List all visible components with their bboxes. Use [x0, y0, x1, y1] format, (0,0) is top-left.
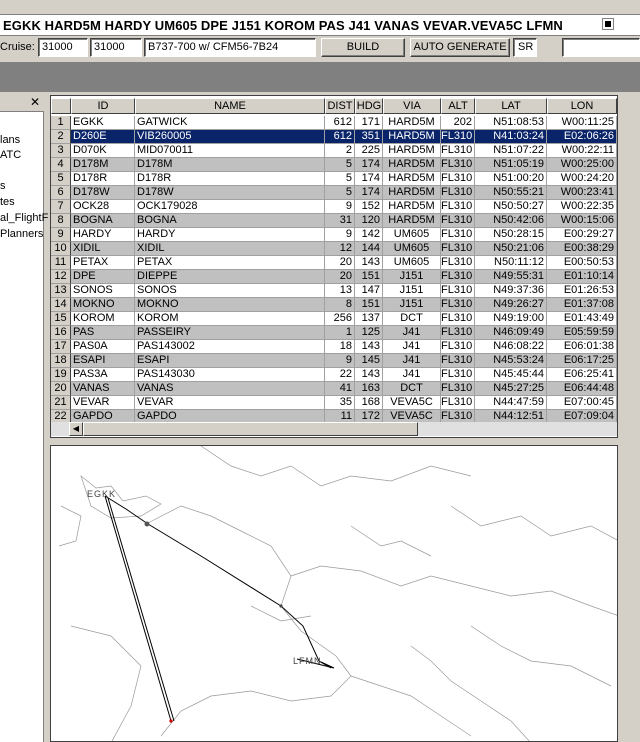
cell-name[interactable]: MOKNO [135, 298, 325, 312]
cell-lon[interactable]: E07:09:04 [547, 410, 617, 424]
cell-dist[interactable]: 20 [325, 256, 355, 270]
cell-via[interactable]: HARD5M [383, 116, 441, 130]
origin-label: EGKK [87, 489, 117, 499]
cell-dist[interactable]: 35 [325, 396, 355, 410]
cell-id[interactable]: SONOS [71, 284, 135, 298]
cell-name[interactable]: MID070011 [135, 144, 325, 158]
cell-hdg[interactable]: 174 [355, 186, 383, 200]
cell-id[interactable]: PAS3A [71, 368, 135, 382]
cell-dist[interactable]: 256 [325, 312, 355, 326]
cell-id[interactable]: D070K [71, 144, 135, 158]
cell-rownum: 22 [51, 410, 71, 424]
cell-hdg[interactable]: 145 [355, 354, 383, 368]
cell-hdg[interactable]: 144 [355, 242, 383, 256]
cell-name[interactable]: ESAPI [135, 354, 325, 368]
cell-dist[interactable]: 612 [325, 116, 355, 130]
cell-via[interactable]: J41 [383, 326, 441, 340]
cell-rownum: 21 [51, 396, 71, 410]
cell-lon[interactable]: W00:11:25 [547, 116, 617, 130]
cell-dist[interactable]: 5 [325, 186, 355, 200]
header-via[interactable]: VIA [383, 98, 441, 114]
cell-dist[interactable]: 9 [325, 228, 355, 242]
cell-rownum: 6 [51, 186, 71, 200]
cell-dist[interactable]: 612 [325, 130, 355, 144]
north-coast [201, 446, 471, 486]
cell-lat[interactable]: N50:28:15 [475, 228, 547, 242]
cell-hdg[interactable]: 225 [355, 144, 383, 158]
cell-lat[interactable]: N45:45:44 [475, 368, 547, 382]
tree-item-atc[interactable]: ATC [0, 149, 22, 161]
cell-dist[interactable]: 13 [325, 284, 355, 298]
cell-lon[interactable]: E06:17:25 [547, 354, 617, 368]
cell-lon[interactable]: E02:06:26 [547, 130, 617, 144]
cell-alt[interactable]: FL310 [441, 172, 475, 186]
cell-alt[interactable]: FL310 [441, 410, 475, 424]
cell-name[interactable]: BOGNA [135, 214, 325, 228]
cell-via[interactable]: UM605 [383, 256, 441, 270]
cell-alt[interactable]: FL310 [441, 340, 475, 354]
table-row[interactable] [51, 340, 617, 354]
cell-lat[interactable]: N51:08:53 [475, 116, 547, 130]
cell-alt[interactable]: FL310 [441, 256, 475, 270]
cell-lat[interactable]: N51:00:20 [475, 172, 547, 186]
route-string-bar[interactable] [0, 14, 640, 36]
cell-name[interactable]: GAPDO [135, 410, 325, 424]
cell-alt[interactable]: FL310 [441, 270, 475, 284]
cell-lon[interactable]: E06:25:41 [547, 368, 617, 382]
cell-hdg[interactable]: 120 [355, 214, 383, 228]
france-coast [146, 506, 351, 736]
cell-id[interactable]: ESAPI [71, 354, 135, 368]
tree-item-planners[interactable]: Planners [0, 228, 44, 240]
cell-hdg[interactable]: 125 [355, 326, 383, 340]
cell-lon[interactable]: W00:22:11 [547, 144, 617, 158]
table-row[interactable] [51, 396, 617, 410]
cell-rownum: 9 [51, 228, 71, 242]
cell-hdg[interactable]: 172 [355, 410, 383, 424]
cell-hdg[interactable]: 174 [355, 172, 383, 186]
cell-dist[interactable]: 41 [325, 382, 355, 396]
cell-rownum: 5 [51, 172, 71, 186]
cell-lat[interactable]: N44:12:51 [475, 410, 547, 424]
cell-rownum: 7 [51, 200, 71, 214]
cell-via[interactable]: J41 [383, 340, 441, 354]
cell-via[interactable]: HARD5M [383, 172, 441, 186]
cell-dist[interactable]: 1 [325, 326, 355, 340]
cell-via[interactable]: DCT [383, 382, 441, 396]
map-canvas [51, 446, 618, 742]
table-row[interactable] [51, 186, 617, 200]
cell-rownum: 2 [51, 130, 71, 144]
cell-name[interactable]: VIB260005 [135, 130, 325, 144]
cell-alt[interactable]: 202 [441, 116, 475, 130]
cell-hdg[interactable]: 174 [355, 158, 383, 172]
waypoint-pas-marker [279, 604, 282, 607]
cell-via[interactable]: UM605 [383, 242, 441, 256]
cell-rownum: 8 [51, 214, 71, 228]
cell-id[interactable]: XIDIL [71, 242, 135, 256]
cell-via[interactable]: J151 [383, 298, 441, 312]
cell-lat[interactable]: N51:07:22 [475, 144, 547, 158]
cell-id[interactable]: HARDY [71, 228, 135, 242]
header-hdg[interactable]: HDG [356, 100, 382, 112]
left-panel-header [0, 94, 44, 112]
scroll-left-icon[interactable]: ◀ [69, 422, 83, 436]
cell-lon[interactable]: E07:00:45 [547, 396, 617, 410]
table-row[interactable] [51, 200, 617, 214]
cell-id[interactable]: VEVAR [71, 396, 135, 410]
cell-hdg[interactable]: 168 [355, 396, 383, 410]
cell-id[interactable]: GAPDO [71, 410, 135, 424]
cell-hdg[interactable]: 143 [355, 368, 383, 382]
cell-id[interactable]: MOKNO [71, 298, 135, 312]
cell-dist[interactable]: 5 [325, 172, 355, 186]
route-map[interactable] [50, 445, 618, 742]
cell-id[interactable]: VANAS [71, 382, 135, 396]
cell-lat[interactable]: N49:26:27 [475, 298, 547, 312]
right-edge-strip [620, 94, 640, 742]
cell-name[interactable]: DIEPPE [135, 270, 325, 284]
inner-border-1 [351, 526, 431, 556]
cell-name[interactable]: D178M [135, 158, 325, 172]
cell-dist[interactable]: 9 [325, 200, 355, 214]
cell-rownum: 13 [51, 284, 71, 298]
route-string[interactable]: EGKK HARD5M HARDY UM605 DPE J151 KOROM PAS J41 VANAS VEVAR.VEVA5C LFMN [3, 18, 563, 33]
table-row[interactable] [51, 270, 617, 284]
cell-rownum: 15 [51, 312, 71, 326]
cell-via[interactable]: DCT [383, 312, 441, 326]
cell-lat[interactable]: N51:05:19 [475, 158, 547, 172]
checkbox-fill-icon [605, 21, 611, 27]
cell-rownum: 3 [51, 144, 71, 158]
cell-lon[interactable]: E01:37:08 [547, 298, 617, 312]
table-row[interactable] [51, 228, 617, 242]
inner-border-2 [251, 606, 311, 621]
extra-field[interactable] [562, 38, 640, 57]
cell-lon[interactable]: E01:26:53 [547, 284, 617, 298]
table-row[interactable] [51, 214, 617, 228]
cell-lon[interactable]: E05:59:59 [547, 326, 617, 340]
cell-id[interactable]: EGKK [71, 116, 135, 130]
cell-id[interactable]: D178W [71, 186, 135, 200]
cell-name[interactable]: VANAS [135, 382, 325, 396]
left-tree-panel [0, 94, 49, 742]
east-border-1 [451, 506, 618, 541]
cell-id[interactable]: PETAX [71, 256, 135, 270]
cell-lon[interactable]: E01:43:49 [547, 312, 617, 326]
tree-item-s[interactable]: s [0, 180, 6, 192]
cell-id[interactable]: KOROM [71, 312, 135, 326]
cell-name[interactable]: XIDIL [135, 242, 325, 256]
cell-via[interactable]: HARD5M [383, 214, 441, 228]
cell-lon[interactable]: W00:23:41 [547, 186, 617, 200]
table-row[interactable] [51, 326, 617, 340]
cell-hdg[interactable]: 142 [355, 228, 383, 242]
sr-field[interactable]: SR [513, 38, 537, 57]
header-alt[interactable]: ALT [441, 98, 475, 114]
cell-alt[interactable]: FL310 [441, 186, 475, 200]
cell-name[interactable]: D178R [135, 172, 325, 186]
cell-lon[interactable]: E00:29:27 [547, 228, 617, 242]
cell-lon[interactable]: E06:01:38 [547, 340, 617, 354]
header-dist[interactable]: DIST [325, 98, 355, 114]
tree-item-global-flight[interactable]: al_FlightF [0, 212, 49, 224]
cell-alt[interactable]: FL310 [441, 368, 475, 382]
cell-alt[interactable]: FL310 [441, 200, 475, 214]
table-row[interactable] [51, 382, 617, 396]
cell-via[interactable]: J41 [383, 368, 441, 382]
cell-name[interactable]: PETAX [135, 256, 325, 270]
cell-dist[interactable]: 11 [325, 410, 355, 424]
cell-dist[interactable]: 8 [325, 298, 355, 312]
cell-via[interactable]: J151 [383, 270, 441, 284]
cell-lat[interactable]: N50:42:06 [475, 214, 547, 228]
cell-alt[interactable]: FL310 [441, 284, 475, 298]
cell-lat[interactable]: N49:19:00 [475, 312, 547, 326]
route-lines [105, 496, 334, 721]
cell-hdg[interactable]: 147 [355, 284, 383, 298]
cell-rownum: 4 [51, 158, 71, 172]
cell-lon[interactable]: E00:50:53 [547, 256, 617, 270]
table-row[interactable] [51, 312, 617, 326]
waypoint-end-marker [169, 719, 172, 722]
cell-rownum: 19 [51, 368, 71, 382]
header-lat[interactable]: LAT [475, 98, 547, 114]
cell-alt[interactable]: FL310 [441, 396, 475, 410]
cell-lon[interactable]: E06:44:48 [547, 382, 617, 396]
cell-via[interactable]: HARD5M [383, 144, 441, 158]
cell-lon[interactable]: W00:25:00 [547, 158, 617, 172]
cell-via[interactable]: HARD5M [383, 200, 441, 214]
ireland-coast [59, 506, 81, 546]
cell-lat[interactable]: N44:47:59 [475, 396, 547, 410]
adriatic-coast [471, 626, 611, 686]
cell-lat[interactable]: N50:50:27 [475, 200, 547, 214]
header-rownum [51, 98, 71, 114]
italy-coast-w [351, 676, 471, 736]
cell-name[interactable]: OCK179028 [135, 200, 325, 214]
toolbar-background-band [0, 62, 640, 92]
alps-border [291, 566, 618, 616]
cell-id[interactable]: BOGNA [71, 214, 135, 228]
tree-item-plans[interactable]: lans [0, 134, 21, 146]
cell-name[interactable]: SONOS [135, 284, 325, 298]
cell-name[interactable]: PAS143002 [135, 340, 325, 354]
cell-alt[interactable]: FL310 [441, 242, 475, 256]
cell-name[interactable]: VEVAR [135, 396, 325, 410]
cell-lat[interactable]: N50:21:06 [475, 242, 547, 256]
cell-lat[interactable]: N50:11:12 [475, 256, 547, 270]
cell-id[interactable]: D178M [71, 158, 135, 172]
cell-alt[interactable]: FL310 [441, 144, 475, 158]
cell-id[interactable]: OCK28 [71, 200, 135, 214]
cell-name[interactable]: D178W [135, 186, 325, 200]
cell-id[interactable]: PAS [71, 326, 135, 340]
cell-rownum: 18 [51, 354, 71, 368]
italy-coast-e [411, 646, 531, 742]
cell-lat[interactable]: N46:09:49 [475, 326, 547, 340]
auto-generate-button[interactable]: AUTO GENERATE [410, 38, 510, 57]
cell-rownum: 11 [51, 256, 71, 270]
cell-rownum: 10 [51, 242, 71, 256]
cell-name[interactable]: HARDY [135, 228, 325, 242]
table-row[interactable] [51, 130, 617, 144]
cell-alt[interactable]: FL310 [441, 354, 475, 368]
cell-hdg[interactable]: 163 [355, 382, 383, 396]
cell-dist[interactable]: 31 [325, 214, 355, 228]
cell-hdg[interactable]: 151 [355, 298, 383, 312]
cell-name[interactable]: KOROM [135, 312, 325, 326]
cell-id[interactable]: DPE [71, 270, 135, 284]
cell-id[interactable]: D178R [71, 172, 135, 186]
cell-alt[interactable]: FL310 [441, 312, 475, 326]
cell-hdg[interactable]: 143 [355, 256, 383, 270]
route-leg-south-2 [108, 498, 174, 721]
cell-hdg[interactable]: 152 [355, 200, 383, 214]
table-row[interactable] [51, 354, 617, 368]
cell-lon[interactable]: W00:24:20 [547, 172, 617, 186]
toolbar [0, 37, 640, 59]
table-row[interactable] [51, 158, 617, 172]
cruise-label: Cruise: [0, 41, 35, 53]
table-row[interactable] [51, 116, 617, 130]
cell-via[interactable]: HARD5M [383, 130, 441, 144]
aircraft-field[interactable]: B737-700 w/ CFM56-7B24 [144, 38, 316, 57]
cell-dist[interactable]: 5 [325, 158, 355, 172]
cell-lat[interactable]: N49:37:36 [475, 284, 547, 298]
header-name[interactable]: NAME [135, 98, 325, 114]
cruise-altitude-input[interactable]: 31000 [38, 38, 88, 57]
cell-lat[interactable]: N41:03:24 [475, 130, 547, 144]
cruise-altitude-input-2[interactable]: 31000 [90, 38, 142, 57]
cell-hdg[interactable]: 351 [355, 130, 383, 144]
coastlines [59, 446, 618, 742]
biscay-coast [71, 626, 141, 742]
cell-lat[interactable]: N45:27:25 [475, 382, 547, 396]
cell-name[interactable]: PAS143030 [135, 368, 325, 382]
table-row[interactable] [51, 368, 617, 382]
cell-dist[interactable]: 2 [325, 144, 355, 158]
cell-alt[interactable]: FL310 [441, 382, 475, 396]
route-path [105, 496, 331, 668]
scrollbar-thumb[interactable] [83, 422, 418, 436]
build-button[interactable]: BUILD [321, 38, 405, 57]
cell-via[interactable]: UM605 [383, 228, 441, 242]
cell-id[interactable]: D260E [71, 130, 135, 144]
cell-lon[interactable]: W00:15:06 [547, 214, 617, 228]
cell-alt[interactable]: FL310 [441, 326, 475, 340]
table-row[interactable] [51, 144, 617, 158]
header-lon[interactable]: LON [547, 98, 617, 114]
cell-via[interactable]: J41 [383, 354, 441, 368]
cell-lon[interactable]: W00:22:35 [547, 200, 617, 214]
table-row[interactable] [51, 256, 617, 270]
table-row[interactable] [51, 284, 617, 298]
route-leg-south [105, 496, 171, 721]
cell-via[interactable]: VEVA5C [383, 410, 441, 424]
cell-hdg[interactable]: 143 [355, 340, 383, 354]
cell-dist[interactable]: 18 [325, 340, 355, 354]
cell-id[interactable]: PAS0A [71, 340, 135, 354]
cell-alt[interactable]: FL310 [441, 214, 475, 228]
cell-hdg[interactable]: 137 [355, 312, 383, 326]
cell-rownum: 14 [51, 298, 71, 312]
waypoint-marker [145, 522, 150, 527]
cell-lat[interactable]: N45:53:24 [475, 354, 547, 368]
cell-via[interactable]: VEVA5C [383, 396, 441, 410]
cell-via[interactable]: J151 [383, 284, 441, 298]
cell-lon[interactable]: E01:10:14 [547, 270, 617, 284]
cell-lon[interactable]: E00:38:29 [547, 242, 617, 256]
cell-dist[interactable]: 12 [325, 242, 355, 256]
cell-lat[interactable]: N50:55:21 [475, 186, 547, 200]
flight-plan-table [50, 95, 618, 438]
destination-label: LFMN [293, 656, 322, 666]
cell-rownum: 17 [51, 340, 71, 354]
cell-alt[interactable]: FL310 [441, 158, 475, 172]
cell-via[interactable]: HARD5M [383, 186, 441, 200]
horizontal-scrollbar[interactable] [51, 422, 617, 436]
cell-name[interactable]: GATWICK [135, 116, 325, 130]
cell-lat[interactable]: N49:55:31 [475, 270, 547, 284]
cell-rownum: 16 [51, 326, 71, 340]
cell-hdg[interactable]: 151 [355, 270, 383, 284]
header-id[interactable]: ID [71, 98, 135, 114]
cell-rownum: 12 [51, 270, 71, 284]
route-checkbox-icon[interactable] [602, 18, 614, 30]
cell-rownum: 1 [51, 116, 71, 130]
cell-via[interactable]: HARD5M [383, 158, 441, 172]
cell-alt[interactable]: FL310 [441, 228, 475, 242]
table-row[interactable] [51, 172, 617, 186]
cell-name[interactable]: PASSEIRY [135, 326, 325, 340]
tree-item-routes[interactable]: tes [0, 196, 15, 208]
table-row[interactable] [51, 298, 617, 312]
cell-dist[interactable]: 22 [325, 368, 355, 382]
cell-alt[interactable]: FL310 [441, 130, 475, 144]
cell-dist[interactable]: 20 [325, 270, 355, 284]
cell-alt[interactable]: FL310 [441, 298, 475, 312]
close-icon[interactable]: ✕ [29, 95, 41, 109]
cell-rownum: 20 [51, 382, 71, 396]
cell-hdg[interactable]: 171 [355, 116, 383, 130]
cell-lat[interactable]: N46:08:22 [475, 340, 547, 354]
table-row[interactable] [51, 242, 617, 256]
cell-dist[interactable]: 9 [325, 354, 355, 368]
